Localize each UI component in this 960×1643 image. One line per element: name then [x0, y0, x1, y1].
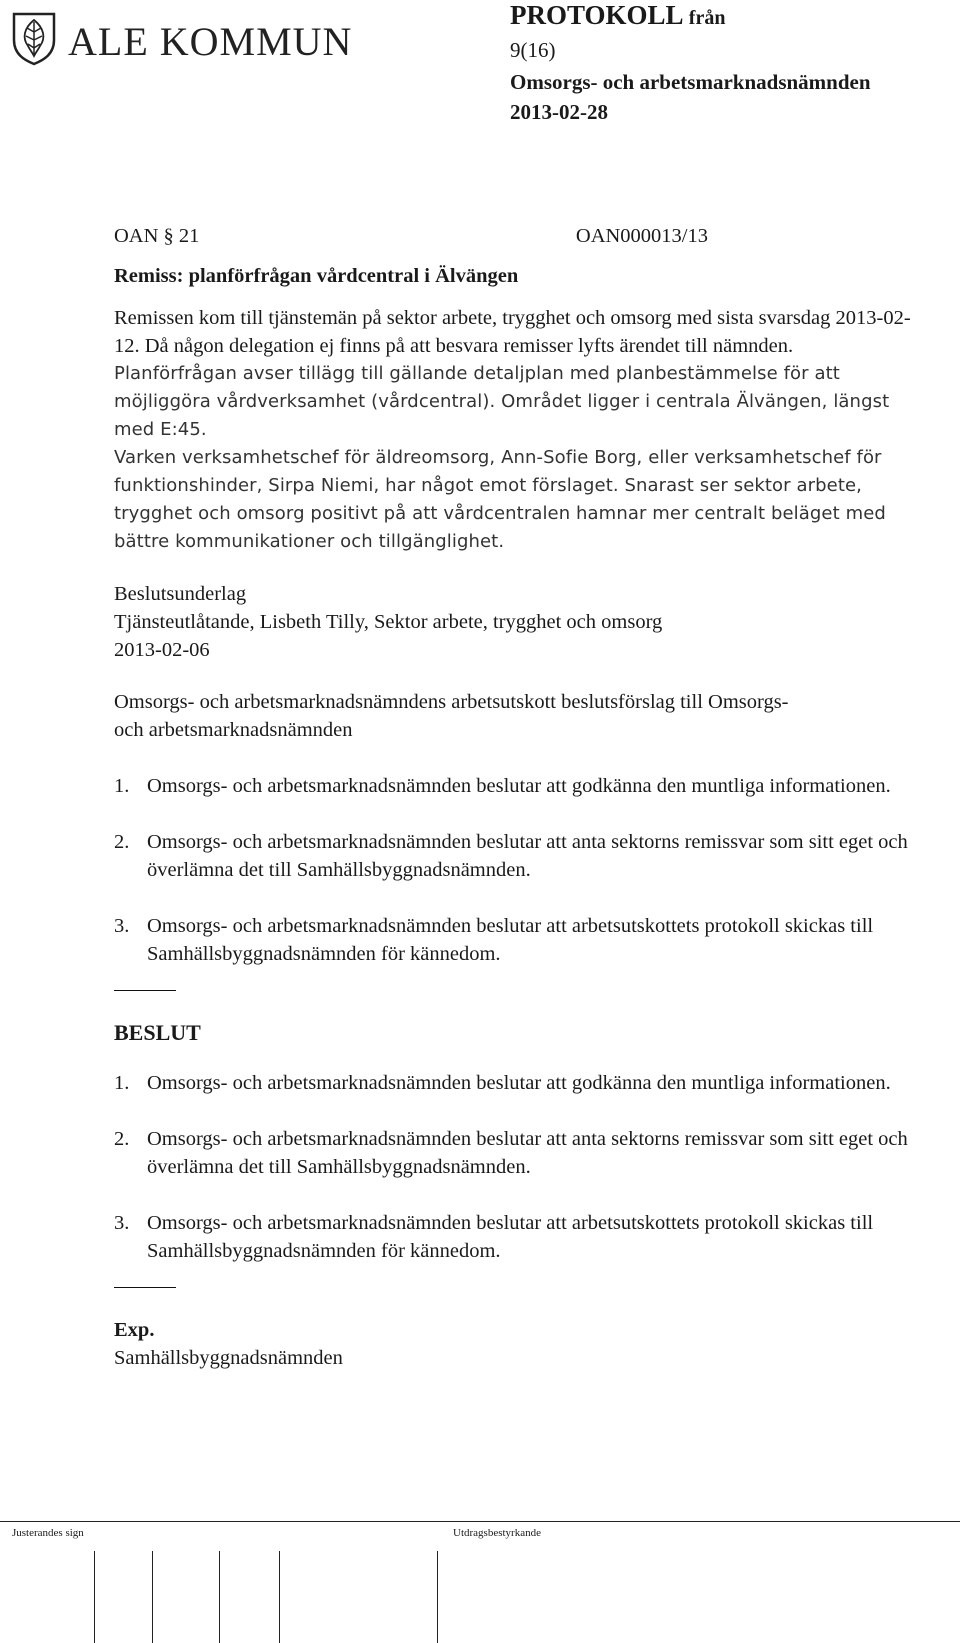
exp-label: Exp.	[114, 1319, 155, 1341]
proposal-list	[114, 772, 914, 968]
coat-of-arms-icon	[10, 10, 58, 66]
signature-box-divider	[219, 1551, 220, 1643]
basis-line-2: 2013-02-06	[114, 639, 210, 661]
signature-footer	[0, 1521, 960, 1643]
item-number: OAN § 21	[114, 225, 200, 247]
item-title: Remiss: planförfrågan vårdcentral i Älvängen	[114, 265, 519, 287]
signature-box-divider	[279, 1551, 280, 1643]
paragraph-assessment: Varken verksamhetschef för äldreomsorg, Ann-Sofie Borg, eller verksamhetschef för funktionshinder, Sirpa Niemi, har något emot förslaget. Snarast ser sektor arbete, trygghet och omsorg positivt på att vårdcentralen hamnar mer centralt beläget med bättre kommunikationer och tillgänglighet.	[114, 447, 886, 552]
sign-label: Justerandes sign	[12, 1527, 84, 1539]
signature-box-divider	[94, 1551, 95, 1643]
list-item: 3. Omsorgs- och arbetsmarknadsnämnden beslutar att arbetsutskottets protokoll skickas till Samhällsbyggnadsnämnden för kännedom.	[114, 1212, 874, 1262]
paragraph-background: Remissen kom till tjänstemän på sektor arbete, trygghet och omsorg med sista svarsdag 2013-02-12. Då någon delegation ej finns på att besvara remisser lyfts ärendet till nämnden.	[114, 307, 911, 357]
document-header	[510, 0, 871, 127]
section-divider	[114, 1287, 176, 1288]
signature-box-divider	[152, 1551, 153, 1643]
footer-rule	[0, 1521, 960, 1522]
section-divider	[114, 990, 176, 991]
list-item: 1. Omsorgs- och arbetsmarknadsnämnden beslutar att godkänna den muntliga informationen.	[114, 1072, 891, 1094]
list-item: 1. Omsorgs- och arbetsmarknadsnämnden beslutar att godkänna den muntliga informationen.	[114, 775, 891, 797]
decision-heading: BESLUT	[114, 1020, 201, 1045]
basis-label: Beslutsunderlag	[114, 583, 247, 605]
doc-type-suffix: från	[688, 7, 726, 29]
list-item: 2. Omsorgs- och arbetsmarknadsnämnden beslutar att anta sektorns remissvar som sitt eget och överlämna det till Samhällsbyggnadsnämnden.	[114, 831, 908, 881]
proposal-heading: Omsorgs- och arbetsmarknadsnämndens arbetsutskott beslutsförslag till Omsorgs- och arbetsmarknadsnämnden	[114, 691, 789, 741]
doc-type	[510, 0, 871, 33]
item-reference-row	[114, 222, 708, 250]
doc-type-label: PROTOKOLL	[510, 0, 683, 30]
case-id: OAN000013/13	[575, 225, 708, 247]
document-body	[114, 222, 914, 1372]
list-item: 3. Omsorgs- och arbetsmarknadsnämnden beslutar att arbetsutskottets protokoll skickas till Samhällsbyggnadsnämnden för kännedom.	[114, 915, 874, 965]
list-item: 2. Omsorgs- och arbetsmarknadsnämnden beslutar att anta sektorns remissvar som sitt eget och överlämna det till Samhällsbyggnadsnämnden.	[114, 1128, 908, 1178]
logo-text: ALE KOMMUN	[68, 19, 353, 64]
signature-box-divider	[437, 1551, 438, 1643]
extract-label: Utdragsbestyrkande	[453, 1527, 541, 1539]
board-name: Omsorgs- och arbetsmarknadsnämnden	[510, 70, 871, 94]
basis-line-1: Tjänsteutlåtande, Lisbeth Tilly, Sektor arbete, trygghet och omsorg	[114, 611, 663, 633]
meeting-date: 2013-02-28	[510, 100, 608, 124]
page-number: 9(16)	[510, 38, 556, 62]
paragraph-plan-request: Planförfrågan avser tillägg till gällande detaljplan med planbestämmelse för att möjliggöra vårdverksamhet (vårdcentral). Området ligger i centrala Älvängen, längst med E:45.	[114, 363, 890, 440]
logo	[10, 8, 362, 68]
decision-list	[114, 1069, 914, 1265]
exp-recipient: Samhällsbyggnadsnämnden	[114, 1347, 343, 1369]
